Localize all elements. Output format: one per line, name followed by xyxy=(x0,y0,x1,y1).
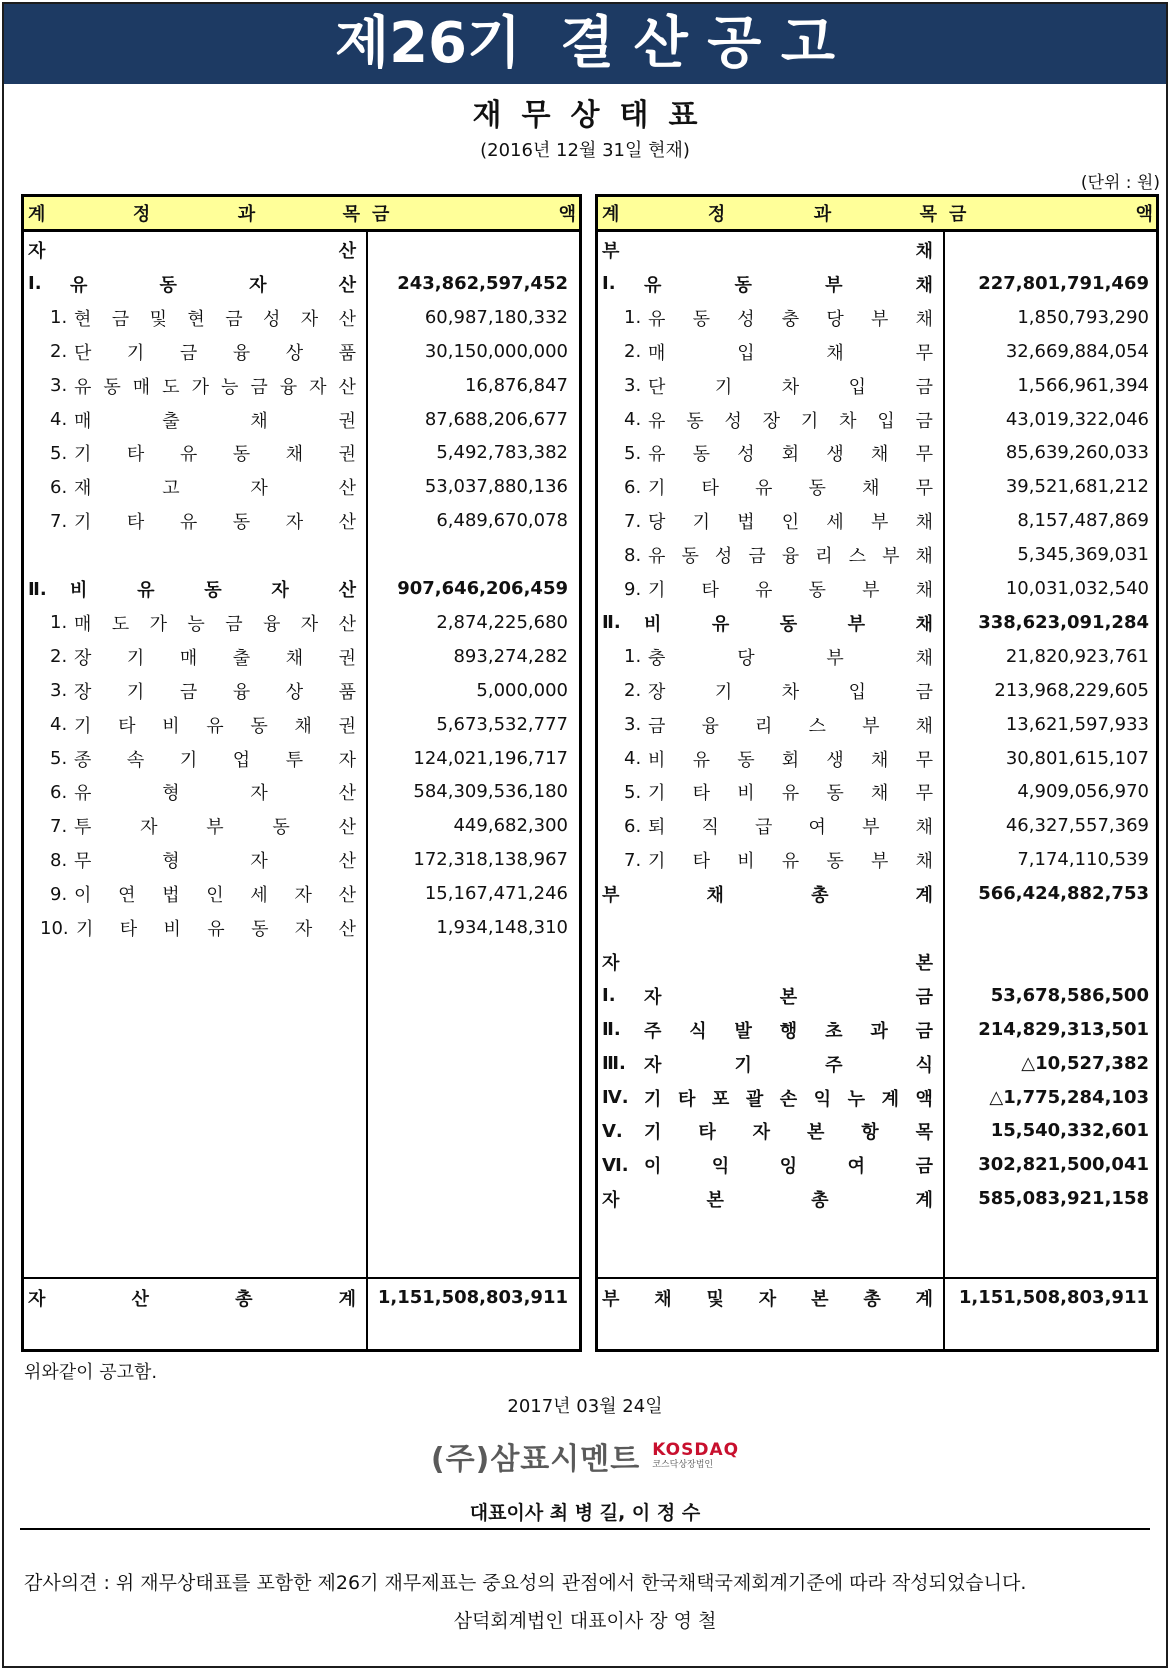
amount-cell: 15,540,332,601 xyxy=(990,1120,1149,1142)
amount-cell xyxy=(949,910,1149,946)
table-row xyxy=(24,503,579,539)
account-cell xyxy=(598,910,937,946)
account-label: 단 기 차 입 금 xyxy=(648,376,933,398)
account-label: 자 기 주 식 xyxy=(644,1054,933,1076)
amount-cell: 5,492,783,382 xyxy=(436,442,568,464)
account-cell xyxy=(598,605,937,641)
account-label: 재 고 자 산 xyxy=(74,478,356,500)
amount-cell: 243,862,597,452 xyxy=(397,272,568,294)
account-cell xyxy=(24,334,360,370)
account-cell xyxy=(24,605,360,641)
table-header xyxy=(24,197,579,232)
amount-cell: 85,639,260,033 xyxy=(1005,442,1149,464)
account-label: 자 본 xyxy=(602,952,933,974)
item-number: 4. xyxy=(624,409,642,430)
amount-cell: 10,031,032,540 xyxy=(1005,578,1149,599)
table-row xyxy=(24,571,579,607)
audit-opinion: 감사의견 : 위 재무상태표를 포함한 제26기 재무제표는 중요성의 관점에서 한국채택국제회계기준에 따라 작성되었습니다. xyxy=(24,1572,1027,1594)
table-row xyxy=(598,876,1156,912)
amount-cell: △1,775,284,103 xyxy=(989,1086,1149,1108)
kosdaq-caption: 코스닥상장법인 xyxy=(652,1460,714,1470)
account-label: 기 타 유 동 채 권 xyxy=(74,444,356,466)
kosdaq-logo xyxy=(652,1442,739,1470)
amount-cell: 53,678,586,500 xyxy=(990,984,1149,1006)
item-number: 5. xyxy=(50,748,68,769)
item-number: 10. xyxy=(40,917,69,939)
account-label: 유 동 성 회 생 채 무 xyxy=(648,444,933,466)
account-label: 자 본 금 xyxy=(644,986,933,1008)
account-label: 종 속 기 업 투 자 xyxy=(74,749,356,771)
account-label: 장 기 매 출 채 권 xyxy=(74,647,356,669)
account-cell xyxy=(24,435,360,471)
account-label: 유 동 성 금 융 리 스 부 채 xyxy=(648,546,933,568)
item-number: 6. xyxy=(624,476,642,498)
amount-header: 금 액 xyxy=(949,204,1153,225)
table-row xyxy=(598,808,1156,844)
account-cell xyxy=(24,537,360,573)
amount-cell: 302,821,500,041 xyxy=(978,1154,1149,1176)
table-row xyxy=(24,673,579,709)
table-row xyxy=(598,232,1156,268)
item-number: 5. xyxy=(624,442,642,464)
account-label: 부 채 xyxy=(602,241,933,262)
total-label: 자 산 총 계 xyxy=(28,1289,356,1310)
account-label: 매 출 채 권 xyxy=(74,410,356,432)
account-cell xyxy=(598,639,937,675)
announcement-date: 2017년 03월 24일 xyxy=(507,1396,663,1417)
account-cell xyxy=(598,808,937,844)
account-label: 장 기 차 입 금 xyxy=(648,681,933,703)
account-cell xyxy=(598,1147,937,1183)
table-row xyxy=(24,435,579,471)
account-label: 유 동 매 도 가 능 금 융 자 산 xyxy=(74,376,356,398)
amount-cell xyxy=(949,944,1149,980)
amount-cell xyxy=(372,232,568,268)
account-cell xyxy=(24,910,360,946)
amount-cell: 449,682,300 xyxy=(453,815,568,837)
announcement-page xyxy=(2,2,1168,1668)
amount-cell: 15,167,471,246 xyxy=(424,883,568,905)
item-number: 1. xyxy=(50,612,68,634)
account-cell xyxy=(598,402,937,438)
amount-cell: 2,874,225,680 xyxy=(436,611,568,633)
amount-cell: 893,274,282 xyxy=(453,645,568,667)
account-header: 계 정 과 목 xyxy=(602,204,937,225)
account-label: 유 동 부 채 xyxy=(644,274,933,296)
table-row xyxy=(24,910,579,946)
account-label: 비 유 동 회 생 채 무 xyxy=(648,749,933,771)
item-number: 1. xyxy=(624,646,642,668)
table-row xyxy=(24,808,579,844)
representative-names: 대표이사 최 병 길, 이 정 수 xyxy=(469,1502,701,1524)
amount-cell: 30,150,000,000 xyxy=(424,340,568,362)
account-cell xyxy=(598,707,937,743)
table-row xyxy=(24,368,579,404)
account-cell xyxy=(24,503,360,539)
table-row xyxy=(598,402,1156,438)
announcement-title: 제26기 결 산 공 고 xyxy=(4,4,1166,84)
total-value: 1,151,508,803,911 xyxy=(377,1287,568,1308)
account-label: 이 익 잉 여 금 xyxy=(644,1156,933,1178)
account-cell xyxy=(24,266,360,302)
amount-cell: 16,876,847 xyxy=(464,374,568,396)
account-cell xyxy=(24,876,360,912)
total-row xyxy=(24,1280,579,1316)
table-row xyxy=(24,300,579,336)
account-cell xyxy=(598,741,937,777)
item-number: Ⅰ. xyxy=(602,985,616,1007)
item-number: 2. xyxy=(624,341,642,363)
item-number: 9. xyxy=(50,883,68,905)
amount-header: 금 액 xyxy=(372,204,576,225)
account-label: 기 타 유 동 자 산 xyxy=(74,512,356,534)
amount-cell: 6,489,670,078 xyxy=(436,510,568,532)
unit-label: (단위 : 원) xyxy=(1080,173,1160,193)
account-cell xyxy=(24,368,360,404)
item-number: Ⅱ. xyxy=(602,612,621,634)
amount-cell: 8,157,487,869 xyxy=(1017,510,1149,532)
item-number: 6. xyxy=(624,815,642,837)
account-cell xyxy=(598,435,937,471)
table-row xyxy=(598,469,1156,505)
footer-divider xyxy=(20,1528,1150,1530)
table-row xyxy=(598,741,1156,777)
amount-cell: 30,801,615,107 xyxy=(1005,747,1149,769)
item-number: Ⅵ. xyxy=(602,1154,629,1176)
table-row xyxy=(598,707,1156,743)
account-cell xyxy=(598,266,937,302)
account-label: 기 타 유 동 채 무 xyxy=(648,478,933,500)
amount-cell: 1,850,793,290 xyxy=(1017,306,1149,328)
account-label: 기 타 비 유 동 채 권 xyxy=(74,715,356,737)
account-cell xyxy=(24,300,360,336)
table-row xyxy=(598,1012,1156,1048)
account-cell xyxy=(598,1012,937,1048)
account-cell xyxy=(598,774,937,810)
account-cell xyxy=(598,1080,937,1116)
statement-date: (2016년 12월 31일 현재) xyxy=(480,140,690,161)
amount-cell: 585,083,921,158 xyxy=(978,1188,1149,1210)
account-label: 기 타 비 유 동 채 무 xyxy=(648,783,933,805)
item-number: 3. xyxy=(624,375,642,397)
amount-cell: 5,673,532,777 xyxy=(436,713,568,735)
table-row xyxy=(24,707,579,743)
account-label: 현 금 및 현 금 성 자 산 xyxy=(74,308,356,330)
table-row xyxy=(598,300,1156,336)
table-header xyxy=(598,197,1156,232)
account-label: 유 동 자 산 xyxy=(70,274,356,296)
account-cell xyxy=(598,1046,937,1082)
table-row xyxy=(598,1147,1156,1183)
item-number: 7. xyxy=(50,510,68,532)
account-cell xyxy=(598,978,937,1014)
announcement-note: 위와같이 공고함. xyxy=(24,1362,158,1383)
account-label: 기 타 자 본 항 목 xyxy=(644,1122,933,1144)
amount-cell xyxy=(372,537,568,573)
account-header: 계 정 과 목 xyxy=(28,204,360,225)
total-value: 1,151,508,803,911 xyxy=(958,1287,1149,1308)
account-label: 퇴 직 급 여 부 채 xyxy=(648,817,933,839)
account-label: 매 입 채 무 xyxy=(648,342,933,364)
amount-cell: 907,646,206,459 xyxy=(397,578,568,599)
table-row xyxy=(24,741,579,777)
account-cell xyxy=(598,232,937,268)
table-row xyxy=(24,774,579,810)
account-cell xyxy=(598,300,937,336)
account-label: 기 타 비 유 동 부 채 xyxy=(648,851,933,873)
amount-cell: 46,327,557,369 xyxy=(1005,815,1149,837)
kosdaq-mark: KOSDAQ xyxy=(652,1440,740,1460)
item-number: 2. xyxy=(50,646,68,668)
account-label: 무 형 자 산 xyxy=(74,851,356,873)
account-cell xyxy=(598,503,937,539)
table-row xyxy=(24,537,579,573)
item-number: 5. xyxy=(624,781,642,803)
account-cell xyxy=(24,774,360,810)
account-cell xyxy=(24,232,360,268)
account-cell xyxy=(24,842,360,878)
amount-cell: 227,801,791,469 xyxy=(978,272,1149,294)
item-number: 6. xyxy=(50,781,68,803)
account-cell xyxy=(598,842,937,878)
account-label: 주 식 발 행 초 과 금 xyxy=(644,1020,933,1042)
table-row xyxy=(598,1046,1156,1082)
account-label: 유 동 성 충 당 부 채 xyxy=(648,308,933,330)
amount-cell: 21,820,923,761 xyxy=(1005,645,1149,667)
table-row xyxy=(24,639,579,675)
total-row xyxy=(598,1280,1156,1316)
amount-cell xyxy=(949,232,1149,268)
total-label: 부 채 및 자 본 총 계 xyxy=(602,1289,933,1310)
item-number: Ⅳ. xyxy=(602,1087,629,1108)
account-label: 금 융 리 스 부 채 xyxy=(648,715,933,737)
item-number: Ⅱ. xyxy=(28,578,47,600)
total-divider xyxy=(598,1277,1156,1279)
account-label: 기 타 포 괄 손 익 누 계 액 xyxy=(644,1088,933,1110)
company-logo xyxy=(4,1434,1166,1478)
account-label: 충 당 부 채 xyxy=(648,647,933,669)
item-number: Ⅰ. xyxy=(28,273,42,295)
account-cell xyxy=(598,1181,937,1217)
account-cell xyxy=(24,639,360,675)
amount-cell: 53,037,880,136 xyxy=(424,476,568,498)
item-number: 1. xyxy=(624,307,642,329)
item-number: Ⅰ. xyxy=(602,273,616,295)
amount-cell: 338,623,091,284 xyxy=(978,611,1149,633)
table-row xyxy=(598,334,1156,370)
item-number: 2. xyxy=(624,680,642,702)
item-number: 4. xyxy=(624,748,642,769)
table-row xyxy=(598,944,1156,980)
item-number: 3. xyxy=(50,375,68,397)
item-number: Ⅲ. xyxy=(602,1053,626,1075)
account-cell xyxy=(598,537,937,573)
account-label: 매 도 가 능 금 융 자 산 xyxy=(74,613,356,635)
account-label: 장 기 금 융 상 품 xyxy=(74,681,356,703)
amount-cell: 32,669,884,054 xyxy=(1005,340,1149,362)
assets-table xyxy=(21,194,582,1352)
table-row xyxy=(598,537,1156,573)
table-row xyxy=(24,469,579,505)
amount-cell: 5,345,369,031 xyxy=(1017,544,1149,566)
table-row xyxy=(598,435,1156,471)
account-cell xyxy=(24,673,360,709)
amount-cell: 124,021,196,717 xyxy=(413,747,568,769)
account-cell xyxy=(598,673,937,709)
account-label: 부 채 총 계 xyxy=(602,885,933,907)
liabilities-equity-table xyxy=(595,194,1159,1352)
account-label: 자 본 총 계 xyxy=(602,1190,933,1212)
table-row xyxy=(598,1113,1156,1149)
item-number: Ⅴ. xyxy=(602,1120,623,1142)
amount-cell: 4,909,056,970 xyxy=(1017,781,1149,803)
account-label: 유 동 성 장 기 차 입 금 xyxy=(648,410,933,432)
account-label: 유 형 자 산 xyxy=(74,783,356,805)
amount-cell: 43,019,322,046 xyxy=(1005,408,1149,430)
account-cell xyxy=(598,1113,937,1149)
amount-cell: 13,621,597,933 xyxy=(1005,713,1149,735)
statement-title: 재무상태표 xyxy=(472,98,718,133)
table-row xyxy=(24,232,579,268)
table-row xyxy=(598,503,1156,539)
table-row xyxy=(24,402,579,438)
table-row xyxy=(598,571,1156,607)
account-cell xyxy=(24,571,360,607)
item-number: 7. xyxy=(624,510,642,532)
account-cell xyxy=(598,368,937,404)
account-cell xyxy=(598,944,937,980)
item-number: 4. xyxy=(50,714,68,736)
account-cell xyxy=(24,402,360,438)
account-cell xyxy=(24,707,360,743)
item-number: 2. xyxy=(50,341,68,363)
table-row xyxy=(598,673,1156,709)
table-row xyxy=(24,334,579,370)
amount-cell: 566,424,882,753 xyxy=(978,883,1149,905)
table-row xyxy=(598,910,1156,946)
account-cell xyxy=(598,571,937,607)
account-label: 비 유 동 부 채 xyxy=(644,613,933,635)
account-label: 당 기 법 인 세 부 채 xyxy=(648,512,933,534)
table-row xyxy=(598,978,1156,1014)
amount-cell: 172,318,138,967 xyxy=(413,849,568,871)
table-row xyxy=(24,605,579,641)
table-row xyxy=(598,368,1156,404)
item-number: 6. xyxy=(50,476,68,498)
account-cell xyxy=(598,469,937,505)
account-label: 기 타 비 유 동 자 산 xyxy=(76,919,356,940)
table-row xyxy=(598,266,1156,302)
item-number: 3. xyxy=(624,714,642,736)
table-row xyxy=(598,605,1156,641)
amount-cell: 1,934,148,310 xyxy=(436,917,568,938)
amount-cell: 87,688,206,677 xyxy=(424,408,568,430)
company-name: (주)삼표시멘트 xyxy=(430,1442,641,1477)
amount-cell: 7,174,110,539 xyxy=(1017,849,1149,871)
amount-cell: 584,309,536,180 xyxy=(413,781,568,803)
table-row xyxy=(598,842,1156,878)
table-row xyxy=(598,639,1156,675)
account-label: 이 연 법 인 세 자 산 xyxy=(74,885,356,907)
account-label: 투 자 부 동 산 xyxy=(74,817,356,839)
item-number: 8. xyxy=(50,849,68,871)
account-label: 비 유 동 자 산 xyxy=(70,580,356,601)
amount-cell: 39,521,681,212 xyxy=(1005,476,1149,498)
table-row xyxy=(24,266,579,302)
auditor-signature: 삼덕회계법인 대표이사 장 영 철 xyxy=(453,1610,717,1632)
account-cell xyxy=(24,808,360,844)
item-number: 7. xyxy=(50,815,68,837)
amount-cell: 214,829,313,501 xyxy=(978,1018,1149,1040)
item-number: 9. xyxy=(624,578,642,600)
item-number: 3. xyxy=(50,680,68,702)
account-label: 자 산 xyxy=(28,241,356,262)
account-label: 기 타 유 동 부 채 xyxy=(648,580,933,601)
item-number: 4. xyxy=(50,409,68,430)
item-number: 1. xyxy=(50,307,68,329)
item-number: 7. xyxy=(624,849,642,871)
table-row xyxy=(24,876,579,912)
account-label: 단 기 금 융 상 품 xyxy=(74,342,356,364)
table-row xyxy=(598,1181,1156,1217)
item-number: 8. xyxy=(624,544,642,566)
account-cell xyxy=(24,741,360,777)
amount-cell: 60,987,180,332 xyxy=(424,306,568,328)
table-row xyxy=(598,1080,1156,1116)
item-number: Ⅱ. xyxy=(602,1019,621,1041)
amount-cell: △10,527,382 xyxy=(1021,1052,1149,1074)
table-row xyxy=(598,774,1156,810)
account-cell xyxy=(598,334,937,370)
amount-cell: 1,566,961,394 xyxy=(1017,374,1149,396)
account-cell xyxy=(598,876,937,912)
amount-cell: 5,000,000 xyxy=(476,679,568,701)
amount-cell: 213,968,229,605 xyxy=(994,679,1149,701)
item-number: 5. xyxy=(50,442,68,464)
table-row xyxy=(24,842,579,878)
total-divider xyxy=(24,1277,579,1279)
account-cell xyxy=(24,469,360,505)
